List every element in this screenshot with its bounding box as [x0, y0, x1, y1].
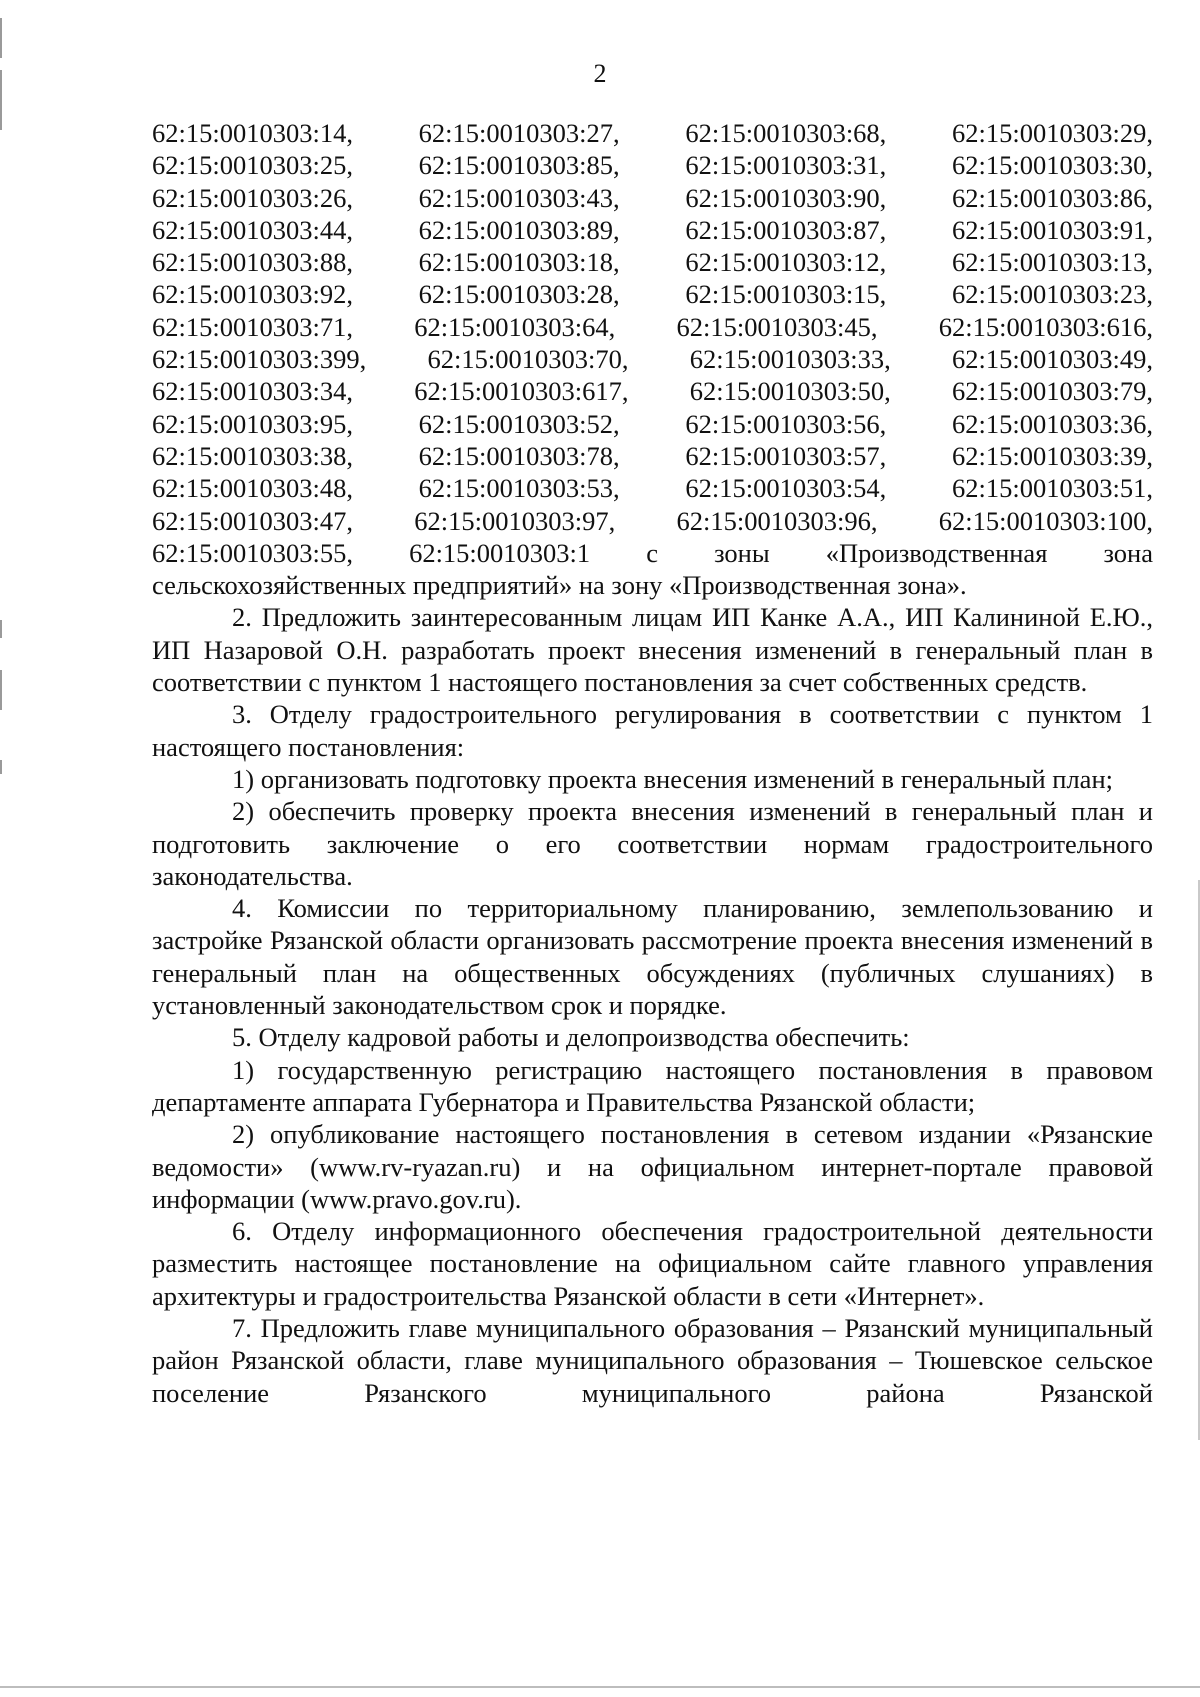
cadastral-codes-row — [152, 214, 1153, 246]
code-item: 62:15:0010303:45, — [676, 311, 878, 342]
code-item: 62:15:0010303:29, — [952, 118, 1153, 148]
code-item: 62:15:0010303:55, — [152, 537, 353, 568]
code-item: 62:15:0010303:90, — [685, 182, 887, 213]
code-item: 62:15:0010303:38, — [152, 440, 353, 471]
code-item: 62:15:0010303:78, — [418, 440, 620, 471]
paragraph-5-item-1: 1) государственную регистрацию настоящего постановления в правовом департаменте аппарата Губернатора и Правительства Рязанской области; — [152, 1054, 1153, 1117]
cadastral-codes-row — [152, 343, 1153, 375]
code-item: 62:15:0010303:47, — [152, 505, 353, 536]
code-item: 62:15:0010303:87, — [685, 214, 887, 245]
cadastral-codes-row — [152, 117, 1153, 149]
code-item: 62:15:0010303:27, — [418, 118, 620, 148]
code-item: 62:15:0010303:79, — [952, 376, 1153, 407]
code-item: 62:15:0010303:56, — [685, 408, 887, 439]
code-item: 62:15:0010303:92, — [152, 279, 353, 310]
code-item: 62:15:0010303:51, — [952, 473, 1153, 504]
code-item: 62:15:0010303:28, — [418, 279, 620, 310]
cadastral-codes-row — [152, 149, 1153, 181]
text-word: с — [646, 537, 659, 568]
code-item: 62:15:0010303:44, — [152, 214, 353, 245]
cadastral-codes-row — [152, 440, 1153, 472]
code-item: 62:15:0010303:54, — [685, 473, 887, 504]
code-item: 62:15:0010303:85, — [418, 150, 620, 181]
cadastral-codes-row — [152, 408, 1153, 440]
code-item: 62:15:0010303:86, — [952, 182, 1153, 213]
paragraph-6: 6. Отделу информационного обеспечения градостроительной деятельности разместить настоящее постановление на официальном сайте главного управления архитектуры и градостроительства Рязанской области в сети «Интернет». — [152, 1216, 1153, 1311]
text-word: зона — [1103, 537, 1153, 568]
code-item: 62:15:0010303:43, — [418, 182, 620, 213]
code-item: 62:15:0010303:30, — [952, 150, 1153, 181]
code-item: 62:15:0010303:88, — [152, 247, 353, 278]
page-number: 2 — [593, 59, 607, 88]
code-item: 62:15:0010303:89, — [418, 214, 620, 245]
code-item: 62:15:0010303:23, — [952, 279, 1153, 310]
cadastral-codes-last-row — [152, 537, 1153, 569]
text-word: зоны — [714, 537, 770, 568]
codes-tail-text: сельскохозяйственных предприятий» на зону «Производственная зона». — [152, 570, 967, 601]
code-item: 62:15:0010303:34, — [152, 376, 353, 407]
code-item: 62:15:0010303:13, — [952, 247, 1153, 278]
code-item: 62:15:0010303:50, — [689, 376, 891, 407]
paragraph-4: 4. Комиссии по территориальному планированию, землепользованию и застройке Рязанской области организовать рассмотрение проекта внесения изменений в генеральный план на общественных обсуждениях (публичных слушаниях) в установленный законодательством срок и порядке. — [152, 893, 1153, 1021]
code-item: 62:15:0010303:616, — [938, 311, 1153, 342]
paragraph-7: 7. Предложить главе муниципального образования – Рязанский муниципальный район Рязанской области, главе муниципального образования – Тюшевское сельское поселение Рязанского муниципального района Рязанской — [152, 1312, 1153, 1408]
code-item: 62:15:0010303:33, — [689, 344, 891, 375]
code-item: 62:15:0010303:399, — [152, 344, 367, 375]
code-item: 62:15:0010303:96, — [676, 505, 878, 536]
cadastral-codes-list — [152, 117, 1153, 537]
code-item: 62:15:0010303:39, — [952, 440, 1153, 471]
scan-bottom-rule — [0, 1686, 1200, 1688]
code-item: 62:15:0010303:18, — [418, 247, 620, 278]
cadastral-codes-row — [152, 375, 1153, 407]
code-item: 62:15:0010303:68, — [685, 118, 887, 148]
code-item: 62:15:0010303:57, — [685, 440, 887, 471]
paragraph-5: 5. Отделу кадровой работы и делопроизводства обеспечить: — [232, 1022, 910, 1053]
code-item: 62:15:0010303:53, — [418, 473, 620, 504]
code-item: 62:15:0010303:49, — [952, 344, 1153, 375]
code-item: 62:15:0010303:25, — [152, 150, 353, 181]
code-item: 62:15:0010303:71, — [152, 311, 353, 342]
scan-edge-marks — [0, 0, 6, 1697]
paragraph-3: 3. Отделу градостроительного регулирования в соответствии с пунктом 1 настоящего постановления: — [152, 699, 1153, 762]
code-item: 62:15:0010303:70, — [427, 344, 629, 375]
code-item: 62:15:0010303:15, — [685, 279, 887, 310]
paragraph-3-item-2: 2) обеспечить проверку проекта внесения изменений в генеральный план и подготовить заключение о его соответствии нормам градостроительного законодательства. — [152, 796, 1153, 891]
cadastral-codes-row — [152, 472, 1153, 504]
code-item: 62:15:0010303:14, — [152, 118, 353, 148]
paragraph-3-item-1: 1) организовать подготовку проекта внесения изменений в генеральный план; — [232, 763, 1113, 794]
cadastral-codes-row — [152, 246, 1153, 278]
code-item: 62:15:0010303:52, — [418, 408, 620, 439]
cadastral-codes-row — [152, 311, 1153, 343]
code-item: 62:15:0010303:91, — [952, 214, 1153, 245]
code-item: 62:15:0010303:26, — [152, 182, 353, 213]
cadastral-codes-row — [152, 505, 1153, 537]
code-item: 62:15:0010303:617, — [414, 376, 629, 407]
cadastral-codes-row — [152, 278, 1153, 310]
document-body — [152, 117, 1153, 1409]
text-word: «Производственная — [825, 537, 1048, 568]
code-item: 62:15:0010303:100, — [938, 505, 1153, 536]
paragraph-2: 2. Предложить заинтересованным лицам ИП Канке А.А., ИП Калининой Е.Ю., ИП Назаровой О.Н. разработать проект внесения изменений в генеральный план в соответствии с пунктом 1 настоящего постановления за счет собственных средств. — [152, 602, 1153, 698]
code-item: 62:15:0010303:95, — [152, 408, 353, 439]
code-item: 62:15:0010303:12, — [685, 247, 887, 278]
code-item: 62:15:0010303:31, — [685, 150, 887, 181]
code-item: 62:15:0010303:36, — [952, 408, 1153, 439]
code-item: 62:15:0010303:1 — [409, 537, 591, 568]
cadastral-codes-row — [152, 182, 1153, 214]
code-item: 62:15:0010303:48, — [152, 473, 353, 504]
paragraph-5-item-2: 2) опубликование настоящего постановления в сетевом издании «Рязанские ведомости» (www.rv-ryazan.ru) и на официальном интернет-портале правовой информации (www.pravo.gov.ru). — [152, 1119, 1153, 1214]
code-item: 62:15:0010303:97, — [414, 505, 616, 536]
code-item: 62:15:0010303:64, — [414, 311, 616, 342]
